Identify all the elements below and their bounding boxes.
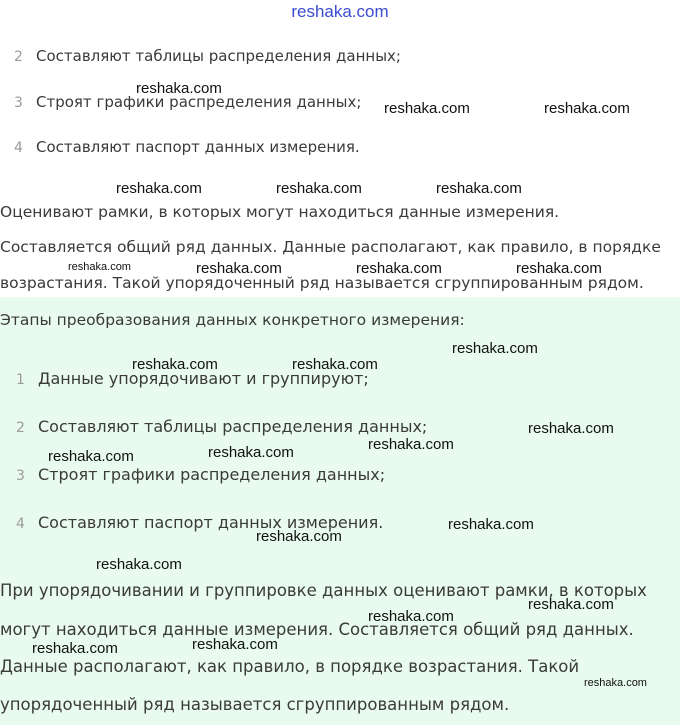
watermark: reshaka.com bbox=[192, 636, 278, 653]
list-text: Данные упорядочивают и группируют; bbox=[38, 369, 369, 388]
paragraph-line: Данные располагают, как правило, в порядке возрастания. Такой bbox=[0, 657, 580, 676]
watermark: reshaka.com bbox=[528, 420, 614, 437]
watermark: reshaka.com bbox=[196, 260, 282, 277]
watermark: reshaka.com bbox=[544, 100, 630, 117]
paragraph-line: Составляется общий ряд данных. Данные располагают, как правило, в порядке bbox=[0, 238, 661, 256]
watermark: reshaka.com bbox=[292, 356, 378, 373]
watermark: reshaka.com bbox=[96, 556, 182, 573]
list-item bbox=[16, 417, 427, 436]
paragraph-line: возрастания. Такой упорядоченный ряд называется сгруппированным рядом. bbox=[0, 274, 644, 292]
list-number: 2 bbox=[16, 420, 25, 436]
paragraph-line: упорядоченный ряд называется сгруппированным рядом. bbox=[0, 695, 510, 714]
list-number: 4 bbox=[14, 140, 23, 156]
watermark: reshaka.com bbox=[208, 444, 294, 461]
watermark: reshaka.com bbox=[368, 436, 454, 453]
list-text: Составляют таблицы распределения данных; bbox=[36, 47, 401, 65]
paragraph: Оценивают рамки, в которых могут находиться данные измерения. bbox=[0, 203, 560, 221]
watermark: reshaka.com bbox=[276, 180, 362, 197]
watermark: reshaka.com bbox=[452, 340, 538, 357]
watermark: reshaka.com bbox=[356, 260, 442, 277]
watermark: reshaka.com bbox=[584, 677, 647, 689]
paragraph-line: При упорядочивании и группировке данных оценивают рамки, в которых bbox=[0, 581, 647, 600]
watermark: reshaka.com bbox=[384, 100, 470, 117]
watermark: reshaka.com bbox=[132, 356, 218, 373]
watermark: reshaka.com bbox=[448, 516, 534, 533]
watermark: reshaka.com bbox=[116, 180, 202, 197]
watermark: reshaka.com bbox=[528, 596, 614, 613]
list-number: 2 bbox=[14, 49, 23, 65]
list-text: Строят графики распределения данных; bbox=[38, 465, 386, 484]
watermark: reshaka.com bbox=[436, 180, 522, 197]
list-item bbox=[14, 47, 401, 65]
watermark: reshaka.com bbox=[136, 80, 222, 97]
list-text: Составляют паспорт данных измерения. bbox=[38, 513, 384, 532]
list-number: 4 bbox=[16, 516, 25, 532]
list-number: 3 bbox=[16, 468, 25, 484]
watermark: reshaka.com bbox=[516, 260, 602, 277]
list-number: 1 bbox=[16, 372, 25, 388]
list-number: 3 bbox=[14, 95, 23, 111]
list-text: Составляют паспорт данных измерения. bbox=[36, 138, 360, 156]
list-item bbox=[16, 465, 385, 484]
watermark: reshaka.com bbox=[68, 261, 131, 273]
watermark: reshaka.com bbox=[48, 448, 134, 465]
watermark: reshaka.com bbox=[256, 528, 342, 545]
watermark: reshaka.com bbox=[368, 608, 454, 625]
watermark: reshaka.com bbox=[32, 640, 118, 657]
site-watermark[interactable]: reshaka.com bbox=[291, 2, 389, 21]
section-title: Этапы преобразования данных конкретного измерения: bbox=[0, 311, 465, 329]
list-item bbox=[14, 138, 360, 156]
paragraph-line: могут находиться данные измерения. Составляется общий ряд данных. bbox=[0, 620, 634, 639]
list-text: Строят графики распределения данных; bbox=[36, 93, 362, 111]
list-text: Составляют таблицы распределения данных; bbox=[38, 417, 428, 436]
